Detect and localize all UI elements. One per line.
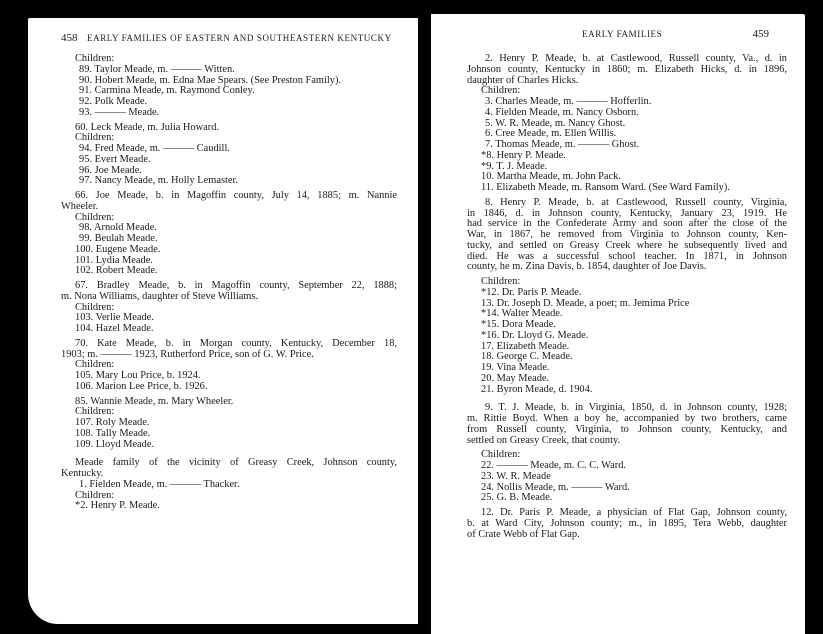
text-line: *16. Dr. Lloyd G. Meade.: [481, 329, 589, 341]
text-line: 20. May Meade.: [481, 372, 550, 384]
text-line: died. He was a successful school teacher. In 1871, in Johnson: [467, 250, 787, 262]
text-line: 107. Roly Meade.: [75, 417, 150, 428]
text-line: 23. W. R. Meade: [481, 470, 551, 482]
text-line: 13. Dr. Joseph D. Meade, a poet; m. Jemima Price: [481, 297, 690, 309]
text-line: *12. Dr. Paris P. Meade.: [481, 286, 582, 298]
text-line: in 1846, d. in Johnson county, Kentucky, January 23, 1919. He: [467, 207, 787, 219]
text-line: 100. Eugene Meade.: [75, 243, 161, 255]
text-line: 94. Fred Meade, m. ——— Caudill.: [79, 143, 230, 154]
text-line: 11. Elizabeth Meade, m. Ransom Ward. (See Ward Family).: [481, 182, 730, 193]
right-page: [431, 14, 805, 634]
text-line: 21. Byron Meade, d. 1904.: [481, 383, 593, 395]
text-line: Children:: [481, 449, 521, 461]
text-line: 90. Hobert Meade, m. Edna Mae Spears. (See Preston Family).: [79, 74, 342, 86]
text-line: Wheeler.: [61, 200, 99, 212]
text-line: Children:: [75, 406, 115, 418]
text-line: Children:: [481, 85, 521, 97]
text-line: 67. Bradley Meade, b. in Magoffin county, September 22, 1888;: [75, 280, 397, 291]
page-body: [467, 54, 787, 540]
text-line: 95. Evert Meade.: [79, 153, 151, 165]
text-line: Children:: [75, 132, 115, 144]
page-body: [61, 54, 397, 512]
text-line: *8. Henry P. Meade.: [481, 149, 566, 161]
page-number: 458: [61, 32, 78, 44]
text-line: 89. Taylor Meade, m. ——— Witten.: [79, 63, 235, 75]
text-line: 24. Nollis Meade, m. ——— Ward.: [481, 481, 630, 493]
text-line: settled on Greasy Creek, that county.: [467, 434, 621, 446]
text-line: 9. T. J. Meade, b. in Virginia, 1850, d. in Johnson county, 1928;: [485, 402, 787, 414]
text-line: 104. Hazel Meade.: [75, 323, 154, 334]
text-line: 96. Joe Meade.: [79, 164, 142, 176]
text-line: 25. G. B. Meade.: [481, 492, 553, 504]
text-line: tucky, and settled on Greasy Creek where he subsequently lived and: [467, 239, 787, 251]
text-line: Children:: [75, 211, 115, 223]
page-header: [61, 32, 402, 44]
text-line: 70. Kate Meade, b. in Morgan county, Kentucky, December 18,: [75, 337, 397, 349]
text-line: 7. Thomas Meade, m. ——— Ghost.: [485, 139, 640, 150]
text-line: 108. Tally Meade.: [75, 427, 151, 439]
text-line: Children:: [75, 359, 115, 371]
text-line: Children:: [75, 489, 115, 501]
text-line: m. Rittie Boyd. When a boy he, accompanied by two brothers, came: [467, 413, 787, 424]
text-line: 1903; m. ——— 1923, Rutherford Price, son of G. W. Price.: [61, 348, 314, 360]
text-line: 93. ——— Meade.: [79, 106, 160, 118]
text-line: 101. Lydia Meade.: [75, 254, 153, 266]
text-line: had service in the Confederate Army and soon after the close of the: [467, 218, 787, 230]
text-line: 60. Leck Meade, m. Julia Howard.: [75, 121, 219, 133]
running-head: EARLY FAMILIES OF EASTERN AND SOUTHEASTERN KENTUCKY: [87, 33, 392, 43]
text-line: *9. T. J. Meade.: [481, 160, 548, 172]
text-line: 66. Joe Meade, b. in Magoffin county, July 14, 1885; m. Nannie: [75, 190, 397, 201]
text-line: Children:: [75, 301, 115, 313]
text-line: 85. Wannie Meade, m. Mary Wheeler.: [75, 395, 234, 407]
text-line: War, in 1867, he removed from Virginia to Johnson county, Ken-: [467, 229, 787, 240]
text-line: county, he m. Zina Davis, b. 1854, daughter of Joe Davis.: [467, 261, 707, 273]
text-line: m. Nona Williams, daughter of Steve Williams.: [61, 290, 259, 302]
page-number: 459: [752, 28, 769, 40]
text-line: Children:: [75, 53, 115, 64]
text-line: 10. Martha Meade, m. John Pack.: [481, 171, 621, 183]
text-line: 98. Arnold Meade.: [79, 222, 157, 234]
text-line: 2. Henry P. Meade, b. at Castlewood, Russell county, Va., d. in: [485, 53, 787, 64]
text-line: 1. Fielden Meade, m. ——— Thacker.: [79, 478, 240, 490]
text-line: Johnson county, Kentucky in 1860; m. Elizabeth Hicks, d. in 1896,: [467, 63, 787, 75]
text-line: 5. W. R. Meade, m. Nancy Ghost.: [485, 117, 626, 129]
text-line: 6. Cree Meade, m. Ellen Willis.: [485, 128, 617, 140]
text-line: *15. Dora Meade.: [481, 319, 557, 330]
text-line: daughter of Charles Hicks.: [467, 74, 579, 86]
text-line: 12. Dr. Paris P. Meade, a physician of Flat Gap, Johnson county,: [481, 507, 787, 518]
text-line: 92. Polk Meade.: [79, 96, 148, 107]
text-line: of Crate Webb of Flat Gap.: [467, 528, 580, 540]
text-line: 97. Nancy Meade, m. Holly Lemaster.: [79, 175, 238, 187]
text-line: from Russell county, Virginia, to Johnson county, Kentucky, and: [467, 423, 787, 435]
text-line: *2. Henry P. Meade.: [75, 500, 160, 512]
text-line: 4. Fielden Meade, m. Nancy Osborn.: [485, 106, 639, 118]
text-line: 17. Elizabeth Meade.: [481, 340, 570, 352]
text-line: Meade family of the vicinity of Greasy Creek, Johnson county,: [75, 457, 397, 469]
text-line: 103. Verlie Meade.: [75, 312, 154, 324]
text-line: 109. Lloyd Meade.: [75, 438, 155, 450]
text-line: *14. Walter Meade.: [481, 308, 563, 320]
text-line: b. at Ward City, Johnson county; m., in 1895, Tera Webb, daughter: [467, 517, 787, 529]
text-line: 3. Charles Meade, m. ——— Hofferlin.: [485, 96, 652, 107]
text-line: 99. Beulah Meade.: [79, 233, 158, 244]
text-line: 8. Henry P. Meade, b. at Castlewood, Russell county, Virginia,: [485, 196, 787, 208]
text-line: 102. Robert Meade.: [75, 265, 158, 277]
text-line: 22. ——— Meade, m. C. C. Ward.: [481, 460, 627, 471]
text-line: 19. Vina Meade.: [481, 362, 550, 373]
text-line: 91. Carmina Meade, m. Raymond Conley.: [79, 85, 255, 97]
running-head: EARLY FAMILIES: [582, 29, 663, 39]
text-line: Children:: [481, 276, 521, 287]
text-line: 18. George C. Meade.: [481, 351, 573, 363]
text-line: 106. Marion Lee Price, b. 1926.: [75, 380, 208, 392]
text-line: 105. Mary Lou Price, b. 1924.: [75, 370, 201, 381]
left-page: [28, 18, 418, 624]
text-line: Kentucky.: [61, 468, 104, 479]
